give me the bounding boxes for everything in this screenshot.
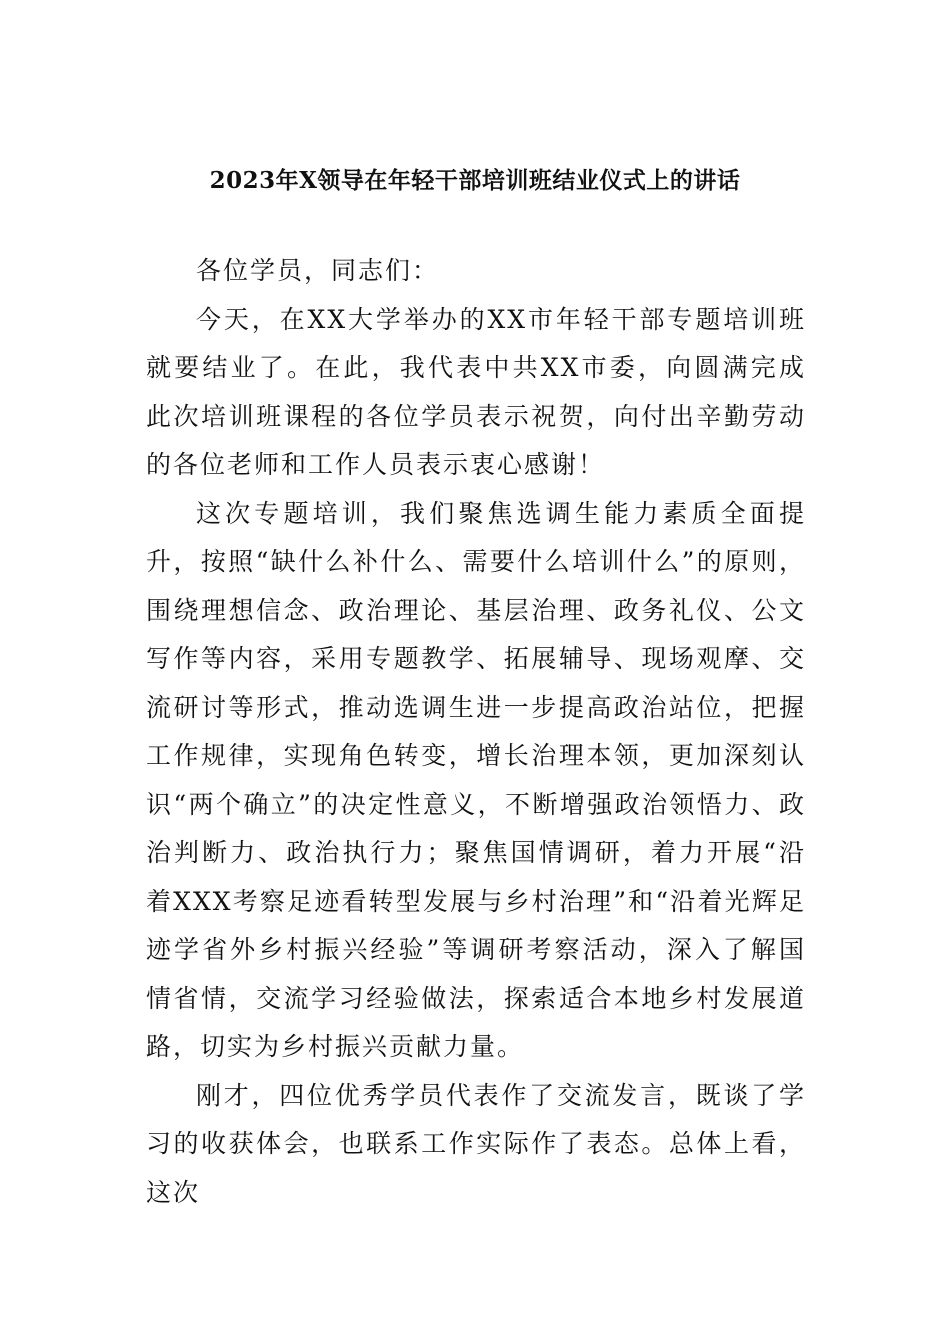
greeting-paragraph: 各位学员，同志们： xyxy=(196,256,440,285)
body-paragraph-3: 刚才，四位优秀学员代表作了交流发言，既谈了学习的收获体会，也联系工作实际作了表态。总体上看，这次 xyxy=(146,1080,806,1207)
body-paragraph-2: 这次专题培训，我们聚焦选调生能力素质全面提升，按照“缺什么补什么、需要什么培训什么”的原则，围绕理想信念、政治理论、基层治理、政务礼仪、公文写作等内容，采用专题教学、拓展辅导、现场观摩、交流研讨等形式，推动选调生进一步提高政治站位，把握工作规律，实现角色转变，增长治理本领，更加深刻认识“两个确立”的决定性意义，不断增强政治领悟力、政治判断力、政治执行力；聚焦国情调研，着力开展“沿着XXX考察足迹看转型发展与乡村治理”和“沿着光辉足迹学省外乡村振兴经验”等调研考察活动，深入了解国情省情，交流学习经验做法，探索适合本地乡村发展道路，切实为乡村振兴贡献力量。 xyxy=(146,498,806,1061)
document-title: 2023年X领导在年轻干部培训班结业仪式上的讲话 xyxy=(209,167,741,194)
body-paragraph-1: 今天，在XX大学举办的XX市年轻干部专题培训班就要结业了。在此，我代表中共XX市委，向圆满完成此次培训班课程的各位学员表示祝贺，向付出辛勤劳动的各位老师和工作人员表示衷心感谢！ xyxy=(146,304,806,479)
document-body xyxy=(146,247,806,1217)
